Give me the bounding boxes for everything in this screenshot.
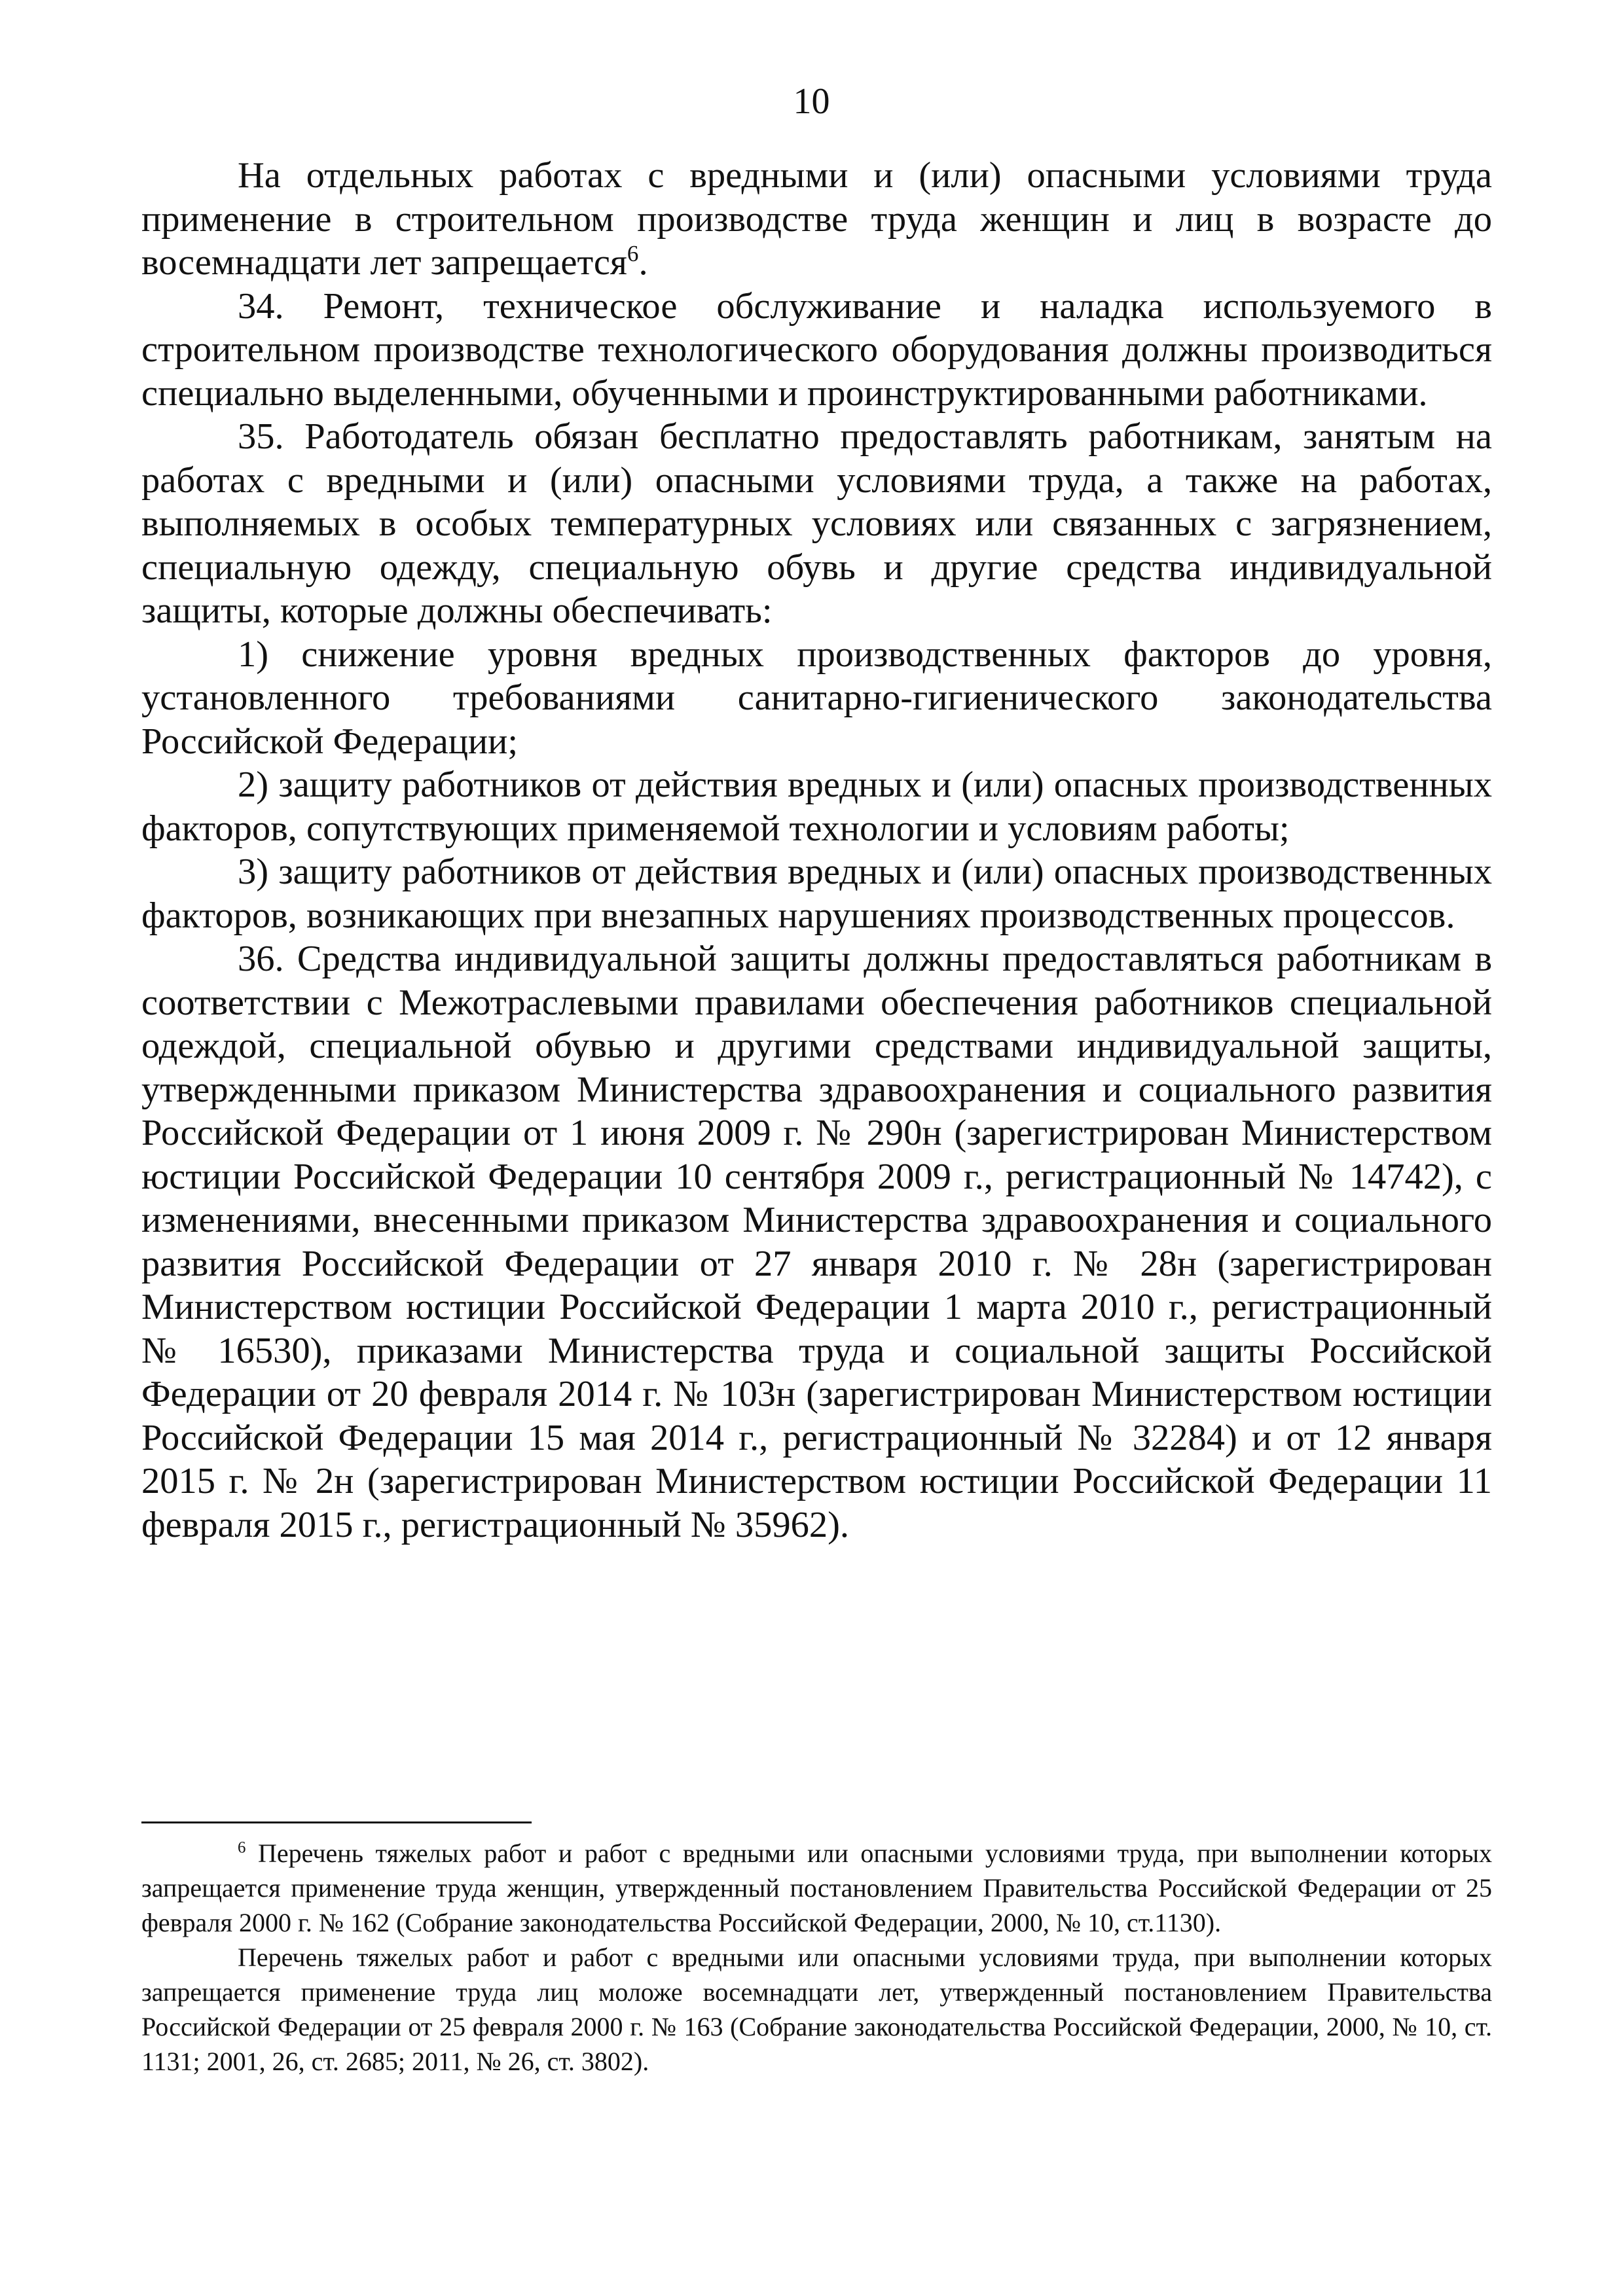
page-number: 10: [793, 81, 830, 122]
sentence-end: .: [638, 242, 648, 283]
footnote-6: [141, 1836, 1492, 1940]
list-item-2: 2) защиту работников от действия вредных и (или) опасных производственных факторов, сопутствующих применяемой технологии и условиям работы;: [141, 764, 1492, 849]
paragraph-35: 35. Работодатель обязан бесплатно предоставлять работникам, занятым на работах с вредными и (или) опасными условиями труда, а также на работах, выполняемых в особых температурных условиях или связанных с загрязнением, специальную одежду, специальную обувь и другие средства индивидуальной защиты, которые должны обеспечивать:: [141, 416, 1492, 631]
footnote-separator: [141, 1821, 532, 1823]
document-body: [141, 154, 1492, 1547]
footnote-marker: 6: [238, 1839, 246, 1857]
paragraph-34: 34. Ремонт, техническое обслуживание и наладка используемого в строительном производстве технологического оборудования должны производиться специально выделенными, обученными и проинструктированными работниками.: [141, 285, 1492, 414]
paragraph-women-restriction: [141, 154, 1492, 285]
footnotes: [141, 1836, 1492, 2079]
footnote-6-continued: Перечень тяжелых работ и работ с вредными или опасными условиями труда, при выполнении которых запрещается применение труда лиц моложе восемнадцати лет, утвержденный постановлением Правительства Российской Федерации от 25 февраля 2000 г. № 163 (Собрание законодательства Российской Федерации, 2000, № 10, ст. 1131; 2001, 26, ст. 2685; 2011, № 26, ст. 3802).: [141, 1943, 1492, 2076]
list-item-3: 3) защиту работников от действия вредных и (или) опасных производственных факторов, возникающих при внезапных нарушениях производственных процессов.: [141, 852, 1492, 936]
paragraph-36: 36. Средства индивидуальной защиты должны предоставляться работникам в соответствии с Межотраслевыми правилами обеспечения работников специальной одеждой, специальной обувью и другими средствами индивидуальной защиты, утвержденными приказом Министерства здравоохранения и социального развития Российской Федерации от 1 июня 2009 г. № 290н (зарегистрирован Министерством юстиции Российской Федерации 10 сентября 2009 г., регистрационный № 14742), с изменениями, внесенными приказом Министерства здравоохранения и социального развития Российской Федерации от 27 января 2010 г. № 28н (зарегистрирован Министерством юстиции Российской Федерации 1 марта 2010 г., регистрационный № 16530), приказами Министерства труда и социальной защиты Российской Федерации от 20 февраля 2014 г. № 103н (зарегистрирован Министерством юстиции Российской Федерации 15 мая 2014 г., регистрационный № 32284) и от 12 января 2015 г. № 2н (зарегистрирован Министерством юстиции Российской Федерации 11 февраля 2015 г., регистрационный № 35962).: [141, 939, 1492, 1545]
footnote-text: Перечень тяжелых работ и работ с вредными или опасными условиями труда, при выполнении которых запрещается применение труда женщин, утвержденный постановлением Правительства Российской Федерации от 25 февраля 2000 г. № 162 (Собрание законодательства Российской Федерации, 2000, № 10, ст.1130).: [141, 1839, 1492, 1937]
paragraph-text: На отдельных работах с вредными и (или) опасными условиями труда применение в строительном производстве труда женщин и лиц в возрасте до восемнадцати лет запрещается: [141, 155, 1492, 283]
footnote-reference: 6: [627, 241, 639, 267]
list-item-1: 1) снижение уровня вредных производственных факторов до уровня, установленного требованиями санитарно-гигиенического законодательства Российской Федерации;: [141, 634, 1492, 762]
